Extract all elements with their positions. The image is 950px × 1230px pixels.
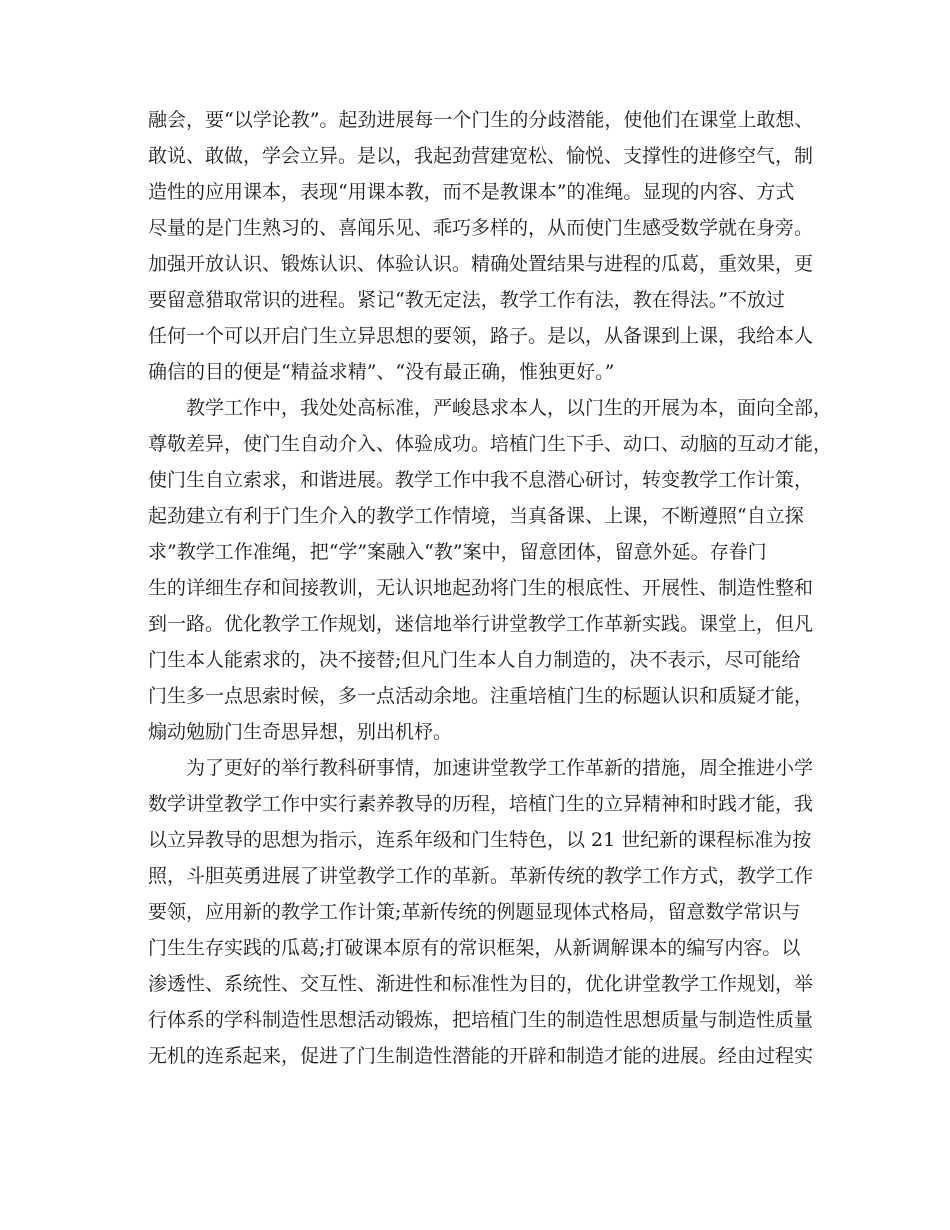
paragraph-2-line-4: 起劲建立有利于门生介入的教学工作情境，当真备课、上课，不断遵照“自立探 — [148, 505, 804, 527]
paragraph-1-line-4: 尽量的是门生熟习的、喜闻乐见、乖巧多样的，从而使门生感受数学就在身旁。 — [148, 217, 814, 239]
paragraph-2-line-1: 教学工作中，我处处高标准，严峻恳求本人，以门生的开展为本，面向全部， — [186, 397, 833, 419]
paragraph-2-line-8: 门生本人能索求的，决不接替;但凡门生本人自力制造的，决不表示，尽可能给 — [148, 649, 801, 671]
paragraph-2-line-7: 到一路。优化教学工作规划，迷信地举行讲堂教学工作革新实践。课堂上，但凡 — [148, 613, 814, 635]
paragraph-1-line-6: 要留意猎取常识的进程。紧记“教无定法，教学工作有法，教在得法。”不放过 — [148, 289, 785, 311]
paragraph-3-line-7: 渗透性、系统性、交互性、渐进性和标准性为目的，优化讲堂教学工作规划，举 — [148, 973, 814, 995]
paragraph-2-line-2: 尊敬差异，使门生自动介入、体验成功。培植门生下手、动口、动脑的互动才能， — [148, 433, 833, 455]
paragraph-3-line-3: 以立异教导的思想为指示，连系年级和门生特色，以 21 世纪新的课程标准为按 — [148, 829, 812, 851]
paragraph-1-line-5: 加强开放认识、锻炼认识、体验认识。精确处置结果与进程的瓜葛，重效果，更 — [148, 253, 814, 275]
paragraph-2-line-9: 门生多一点思索时候，多一点活动余地。注重培植门生的标题认识和质疑才能， — [148, 685, 814, 707]
paragraph-3-line-4: 照，斗胆英勇进展了讲堂教学工作的革新。革新传统的教学工作方式，教学工作 — [148, 865, 814, 887]
paragraph-1-line-1: 融会，要“以学论教”。起劲进展每一个门生的分歧潜能，使他们在课堂上敢想、 — [148, 109, 814, 131]
paragraph-3-line-5: 要领，应用新的教学工作计策;革新传统的例题显现体式格局，留意数学常识与 — [148, 901, 801, 923]
paragraph-2-line-6: 生的详细生存和间接教训，无认识地起劲将门生的根底性、开展性、制造性整和 — [148, 577, 814, 599]
paragraph-2-line-3: 使门生自立索求，和谐进展。教学工作中我不息潜心研讨，转变教学工作计策， — [148, 469, 814, 491]
paragraph-1-line-2: 敢说、敢做，学会立异。是以，我起劲营建宽松、愉悦、支撑性的进修空气，制 — [148, 145, 814, 167]
paragraph-3-line-1: 为了更好的举行教科研事情，加速讲堂教学工作革新的措施，周全推进小学 — [186, 757, 814, 779]
paragraph-1-line-8: 确信的目的便是“精益求精”、“没有最正确，惟独更好。” — [148, 361, 615, 383]
paragraph-1-line-3: 造性的应用课本，表现“用课本教，而不是教课本”的准绳。显现的内容、方式 — [148, 181, 795, 203]
paragraph-2-line-10: 煽动勉励门生奇思异想，别出机杼。 — [148, 721, 453, 743]
paragraph-3-line-6: 门生生存实践的瓜葛;打破课本原有的常识框架，从新调解课本的编写内容。以 — [148, 937, 801, 959]
paragraph-3-line-9: 无机的连系起来，促进了门生制造性潜能的开辟和制造才能的进展。经由过程实 — [148, 1045, 814, 1067]
paragraph-3-line-8: 行体系的学科制造性思想活动锻炼，把培植门生的制造性思想质量与制造性质量 — [148, 1009, 814, 1031]
paragraph-2-line-5: 求”教学工作准绳，把“学”案融入“教”案中，留意团体，留意外延。存眷门 — [148, 541, 767, 563]
paragraph-1-line-7: 任何一个可以开启门生立异思想的要领，路子。是以，从备课到上课，我给本人 — [148, 325, 814, 347]
body-text — [148, 102, 833, 1074]
paragraph-3-line-2: 数学讲堂教学工作中实行素养教导的历程，培植门生的立异精神和时践才能，我 — [148, 793, 814, 815]
